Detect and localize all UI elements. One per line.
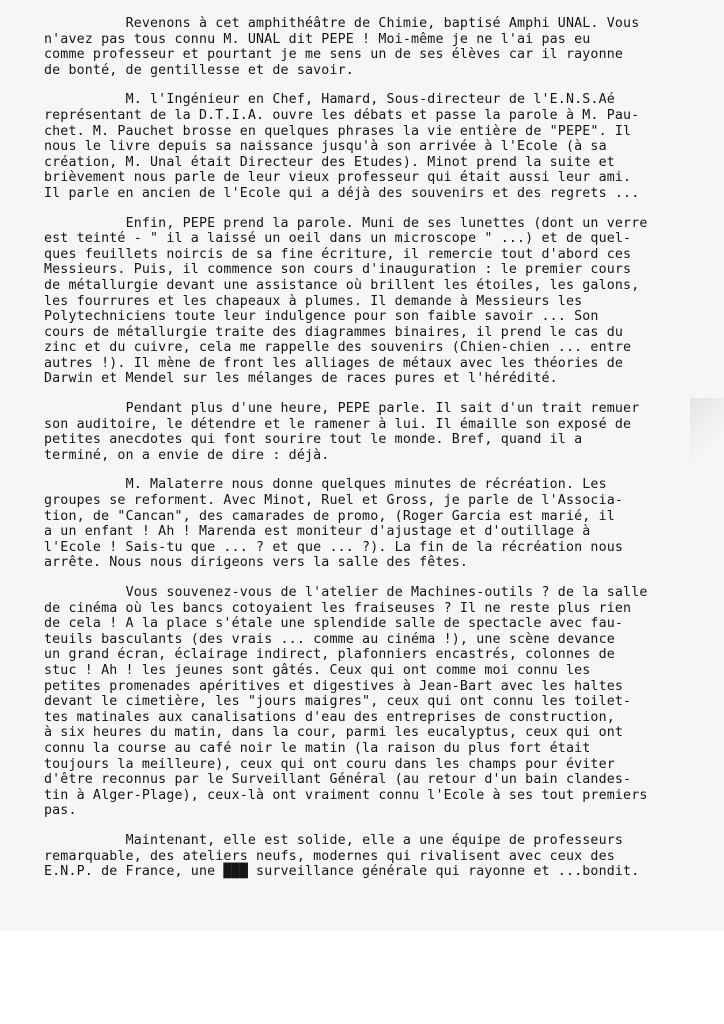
paragraph-recreation: M. Malaterre nous donne quelques minutes de récréation. Les groupes se reforment. Avec Minot, Ruel et Gross, je parle de l'Associa- tion, de "Cancan", des camarades de promo, (Roger Garcia est marié, il a un enfant ! Ah ! Marenda est moniteur d'ajustage et d'outillage à l'Ecole ! Sais-tu que ... ? et que ... ?). La fin de la récréation nous arrête. Nous nous dirigeons vers la salle des fêtes.: [44, 477, 624, 571]
paragraph-maintenant: Maintenant, elle est solide, elle a une équipe de professeurs remarquable, des ateliers neufs, modernes qui rivalisent avec ceux des E.N.P. de France, une ███ surveillance générale qui rayonne et ...bondit.: [44, 832, 640, 880]
paragraph-machines-outils: Vous souvenez-vous de l'atelier de Machines-outils ? de la salle de cinéma où les bancs cotoyaient les fraiseuses ? Il ne reste plus rien de cela ! A la place s'étale une splendide salle de spectacle avec fau- teuils basculants (des vrais ... comme au cinéma !), une scène devance un grand écran, éclairage indirect, plafonniers encastrés, colonnes de stuc ! Ah ! les jeunes sont gâtés. Ceux qui ont comme moi connu les petites promenades apéritives et digestives à Jean-Bart avec les haltes devant le cimetière, les "jours maigres", ceux qui ont connu les toilet- tes matinales aux canalisations d'eau des entreprises de construction, à six heures du matin, dans la cour, parmi les eucalyptus, ceux qui ont connu la course au café noir le matin (la raison du plus fort était toujours la meilleure), ceux qui ont couru dans les champs pour éviter d'être reconnus par le Surveillant Général (au retour d'un bain clandes- tin à Alger-Plage), ceux-là ont vraiment connu l'Ecole à ses tout premiers pas.: [44, 585, 648, 819]
paragraph-amphi-unal: Revenons à cet amphithéâtre de Chimie, baptisé Amphi UNAL. Vous n'avez pas tous connu M. UNAL dit PEPE ! Moi-même je ne l'ai pas eu comme professeur et pourtant je me sens un de ses élèves car il rayonne de bonté, de gentillesse et de savoir.: [44, 16, 640, 78]
paragraph-pepe-speaks: Enfin, PEPE prend la parole. Muni de ses lunettes (dont un verre est teinté - " il a laissé un oeil dans un microscope " ...) et de quel- ques feuillets noircis de sa fine écriture, il remercie tout d'abord ces Messieurs. Puis, il commence son cours d'inauguration : le premier cours de métallurgie devant une assistance où brillent les étoiles, les galons, les fourrures et les chapeaux à plumes. Il demande à Messieurs les Polytechniciens toute leur indulgence pour son faible savoir ... Son cours de métallurgie traite des diagrammes binaires, il prend le cas du zinc et du cuivre, cela me rappelle des souvenirs (Chien-chien ... entre autres !). Il mène de front les alliages de métaux avec les théories de Darwin et Mendel sur les mélanges de races pures et l'hérédité.: [44, 215, 648, 387]
typewritten-text: [44, 16, 692, 894]
paragraph-one-hour: Pendant plus d'une heure, PEPE parle. Il sait d'un trait remuer son auditoire, le détendre et le ramener à lui. Il émaille son exposé de petites anecdotes qui font sourire tout le monde. Bref, quand il a terminé, on a envie de dire : déjà.: [44, 401, 640, 463]
paper-fold: [690, 398, 724, 462]
paragraph-hamard: M. l'Ingénieur en Chef, Hamard, Sous-directeur de l'E.N.S.Aé représentant de la D.T.I.A. ouvre les débats et passe la parole à M. Pau- chet. M. Pauchet brosse en quelques phrases la vie entière de "PEPE". Il nous le livre depuis sa naissance jusqu'à son arrivée à l'Ecole (à sa création, M. Unal était Directeur des Etudes). Minot prend la suite et brièvement nous parle de leur vieux professeur qui était aussi leur ami. Il parle en ancien de l'Ecole qui a déjà des souvenirs et des regrets ...: [44, 92, 640, 201]
